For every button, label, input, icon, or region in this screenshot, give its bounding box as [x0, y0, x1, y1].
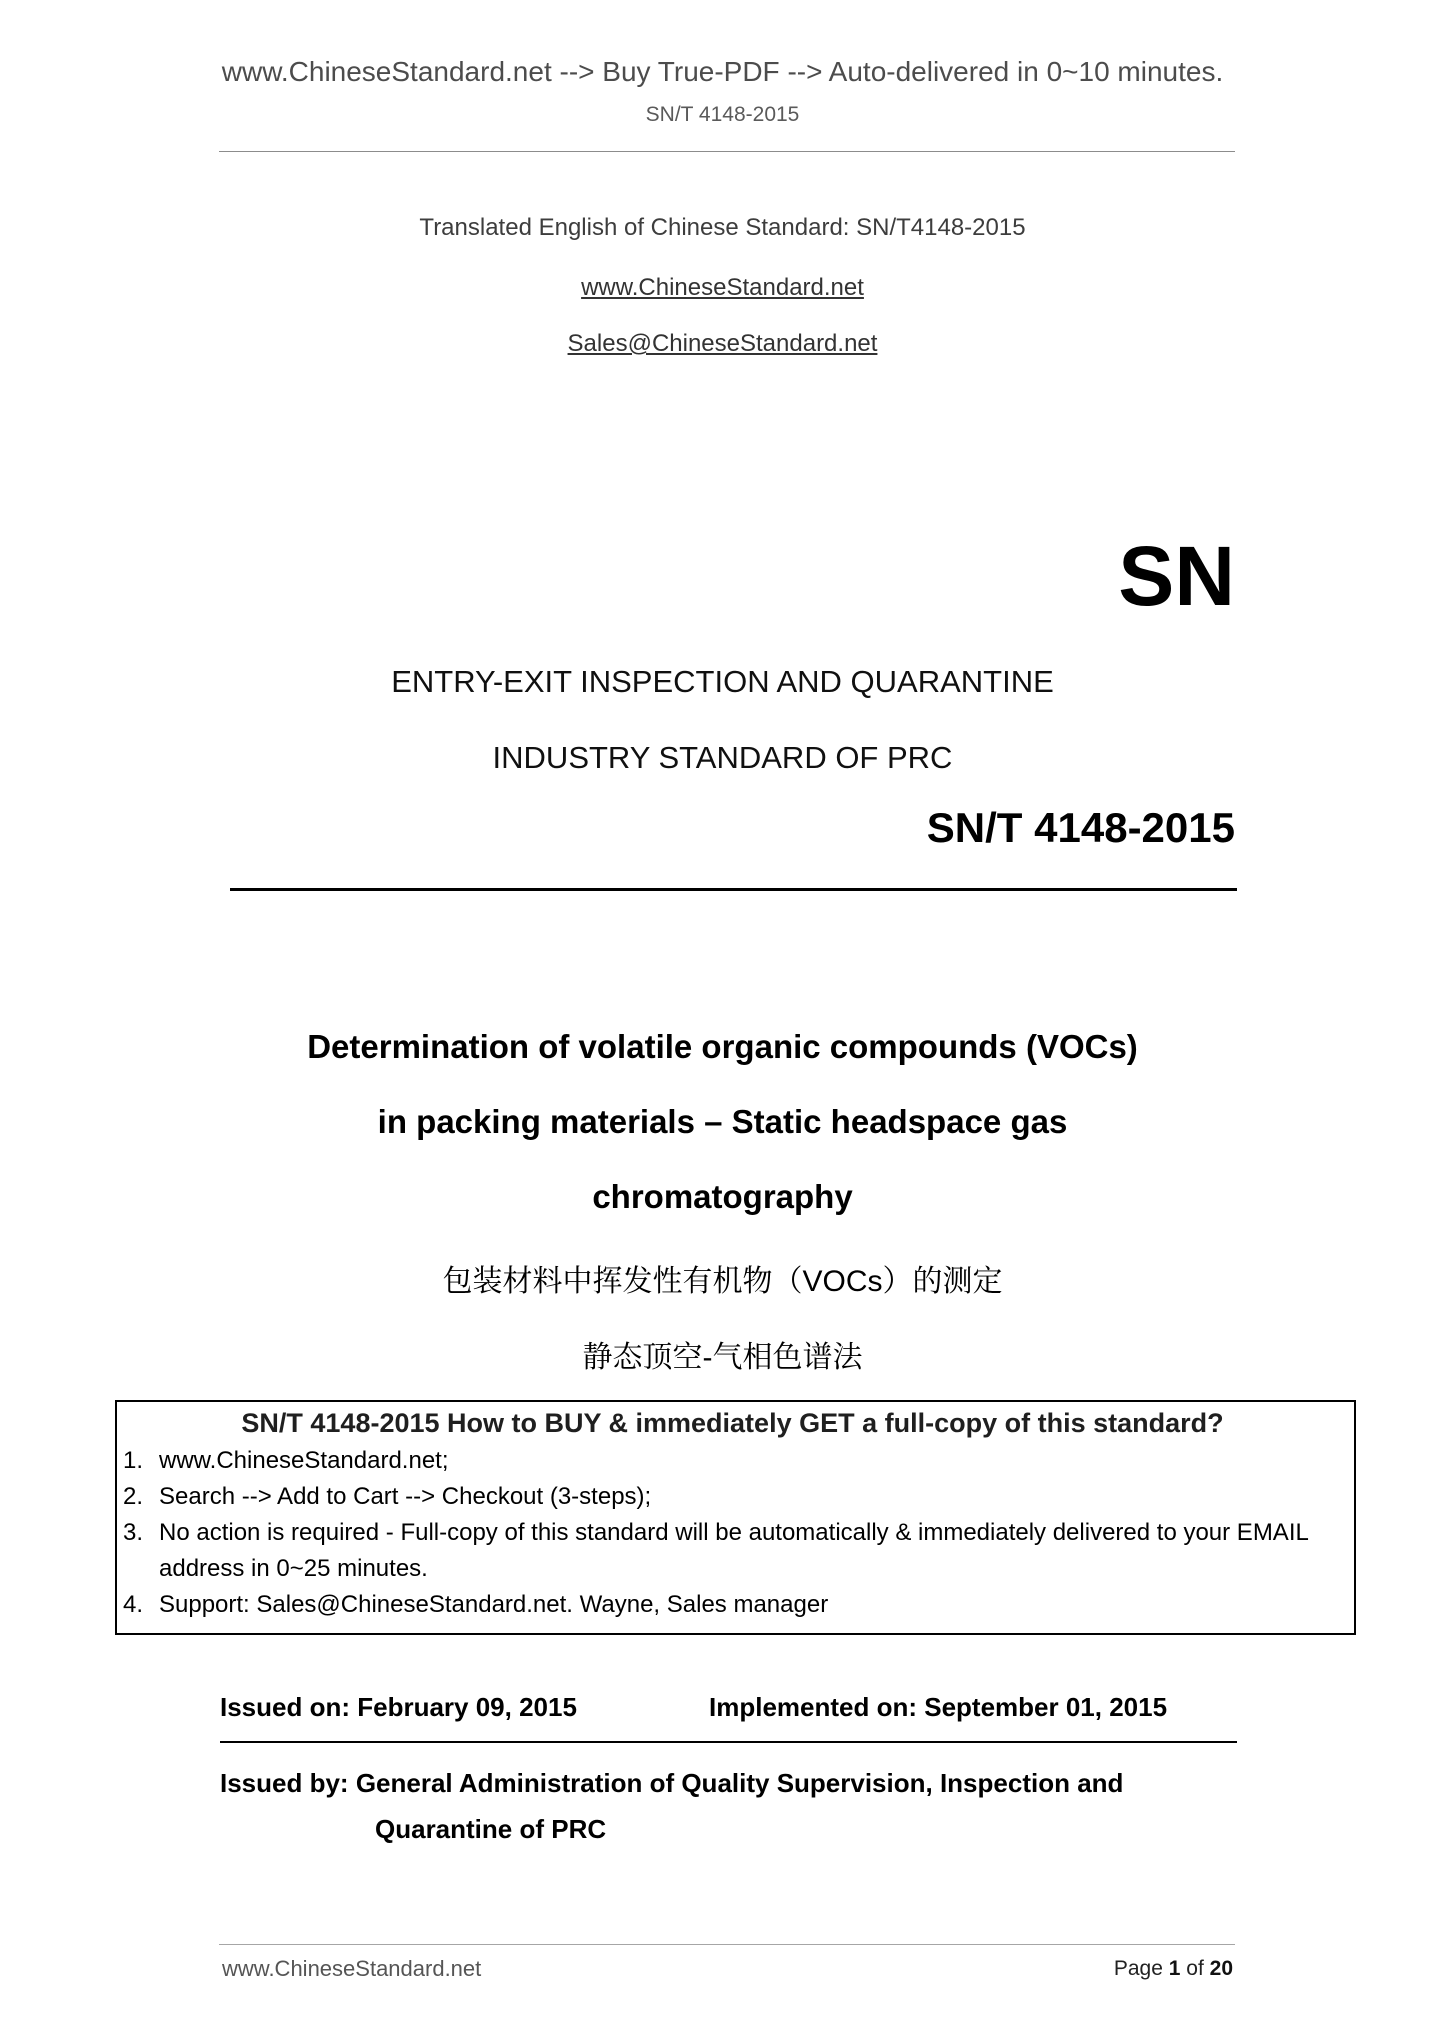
- site-link[interactable]: www.ChineseStandard.net: [581, 274, 864, 301]
- site-link-row: [0, 274, 1445, 302]
- org-name-line2: INDUSTRY STANDARD OF PRC: [492, 740, 953, 775]
- standard-logo: SN: [1118, 529, 1235, 623]
- footer-page-number: 1: [1168, 1957, 1181, 1980]
- issued-by-line2: Quarantine of PRC: [375, 1814, 607, 1844]
- buy-step-1: [123, 1443, 1342, 1479]
- buy-step-text: Search --> Add to Cart --> Checkout (3-steps);: [159, 1483, 652, 1510]
- buy-step-number: 2.: [123, 1483, 144, 1510]
- issuance-dates-row: [220, 1692, 1237, 1726]
- title-chinese-line1: 包装材料中挥发性有机物（VOCs）的测定: [442, 1265, 1003, 1298]
- org-name-line1: ENTRY-EXIT INSPECTION AND QUARANTINE: [391, 664, 1054, 699]
- footer-page-label: Page: [1113, 1957, 1169, 1980]
- title-english-line1: Determination of volatile organic compounds (VOCs): [307, 1028, 1138, 1065]
- header-divider: [219, 151, 1235, 152]
- footer-of-label: of: [1180, 1957, 1210, 1980]
- issued-by-line1: Issued by: General Administration of Quality Supervision, Inspection and: [220, 1768, 1124, 1798]
- translated-standard-line: Translated English of Chinese Standard: SN/T4148-2015: [419, 214, 1026, 241]
- buy-step-2: [123, 1479, 1342, 1515]
- standard-divider: [230, 888, 1237, 891]
- buy-step-text: Support: Sales@ChineseStandard.net. Wayne, Sales manager: [159, 1591, 829, 1618]
- buy-step-number: 4.: [123, 1591, 144, 1618]
- email-link[interactable]: Sales@ChineseStandard.net: [567, 330, 878, 357]
- issuance-divider: [220, 1741, 1237, 1743]
- title-english-line3: chromatography: [592, 1178, 853, 1215]
- footer-site-link[interactable]: www.ChineseStandard.net: [222, 1956, 482, 1981]
- email-link-row: [0, 330, 1445, 358]
- issued-by-block: [220, 1760, 1123, 1852]
- issued-on-date: Issued on: February 09, 2015: [220, 1692, 577, 1722]
- buy-box-title: SN/T 4148-2015 How to BUY & immediately GET a full-copy of this standard?: [241, 1408, 1224, 1438]
- buy-step-number: 1.: [123, 1447, 144, 1474]
- title-chinese-line2: 静态顶空-气相色谱法: [582, 1341, 863, 1374]
- buy-step-number: 3.: [123, 1519, 144, 1546]
- footer-page-indicator: [1114, 1957, 1233, 1981]
- buy-step-text: www.ChineseStandard.net;: [159, 1447, 449, 1474]
- header-doc-code: SN/T 4148-2015: [645, 103, 800, 126]
- header-tagline: www.ChineseStandard.net --> Buy True-PDF --> Auto-delivered in 0~10 minutes.: [221, 56, 1224, 87]
- buy-instructions-box: [115, 1400, 1356, 1635]
- buy-step-3: [123, 1515, 1342, 1587]
- footer-page-total: 20: [1209, 1957, 1233, 1980]
- footer-divider: [219, 1944, 1235, 1945]
- implemented-on-date: Implemented on: September 01, 2015: [709, 1692, 1168, 1722]
- buy-step-text: No action is required - Full-copy of this standard will be automatically & immediately delivered to your EMAIL address in 0~25 minutes.: [159, 1519, 1308, 1582]
- title-english-line2: in packing materials – Static headspace gas: [377, 1103, 1068, 1140]
- buy-step-4: [123, 1587, 1342, 1623]
- standard-code: SN/T 4148-2015: [926, 804, 1235, 851]
